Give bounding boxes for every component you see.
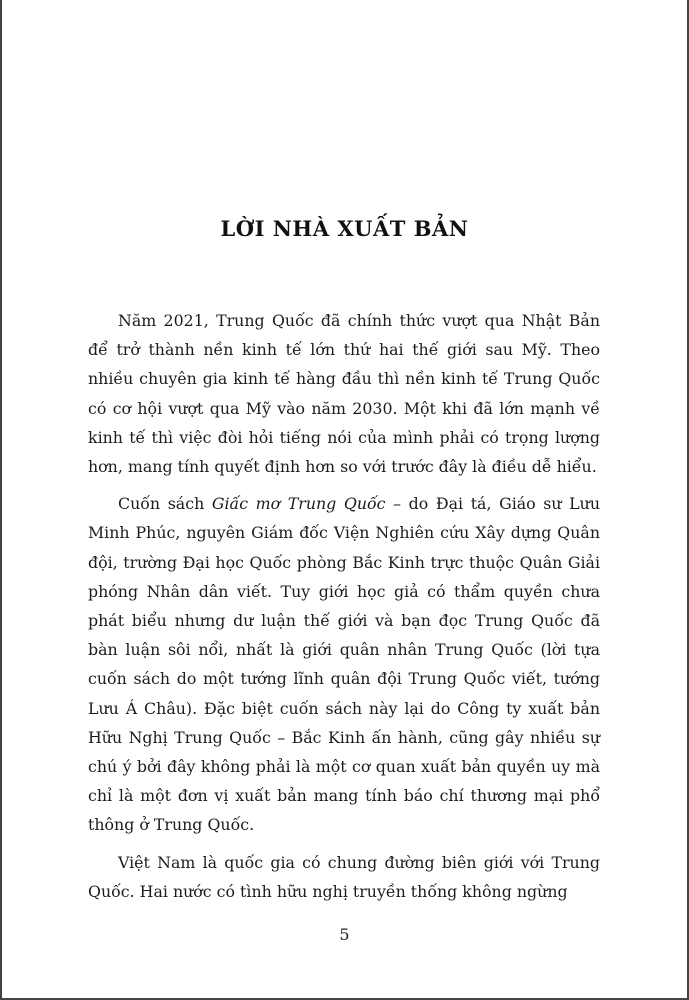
chapter-title: LỜI NHÀ XUẤT BẢN: [220, 216, 469, 241]
paragraph-3: Việt Nam là quốc gia có chung đường biên giới với Trung Quốc. Hai nước có tình hữu nghị truyền thống không ngừng: [88, 852, 600, 901]
page-number: 5: [339, 925, 350, 944]
paragraph-2-prefix: Cuốn sách: [118, 494, 212, 514]
book-title-italic: Giấc mơ Trung Quốc: [211, 494, 386, 514]
paragraph-2: [88, 489, 600, 839]
paragraph-2-text: – do Đại tá, Giáo sư Lưu Minh Phúc, nguyên Giám đốc Viện Nghiên cứu Xây dựng Quân đội, trường Đại học Quốc phòng Bắc Kinh trực thuộc Quân Giải phóng Nhân dân viết. Tuy giới học giả có thẩm quyền chưa phát biểu nhưng dư luận thế giới và bạn đọc Trung Quốc đã bàn luận sôi nổi, nhất là giới quân nhân Trung Quốc (lời tựa cuốn sách do một tướng lĩnh quân đội Trung Quốc viết, tướng Lưu Á Châu). Đặc biệt cuốn sách này lại do Công ty xuất bản Hữu Nghị Trung Quốc – Bắc Kinh ấn hành, cũng gây nhiều sự chú ý bởi đây không phải là một cơ quan xuất bản quyền uy mà chỉ là một đơn vị xuất bản mang tính báo chí thương mại phổ thông ở Trung Quốc.: [88, 494, 600, 835]
body-text: [88, 306, 600, 914]
paragraph-1: Năm 2021, Trung Quốc đã chính thức vượt qua Nhật Bản để trở thành nền kinh tế lớn thứ hai thế giới sau Mỹ. Theo nhiều chuyên gia kinh tế hàng đầu thì nền kinh tế Trung Quốc có cơ hội vượt qua Mỹ vào năm 2030. Một khi đã lớn mạnh về kinh tế thì việc đòi hỏi tiếng nói của mình phải có trọng lượng hơn, mang tính quyết định hơn so với trước đây là điều dễ hiểu.: [88, 311, 600, 477]
